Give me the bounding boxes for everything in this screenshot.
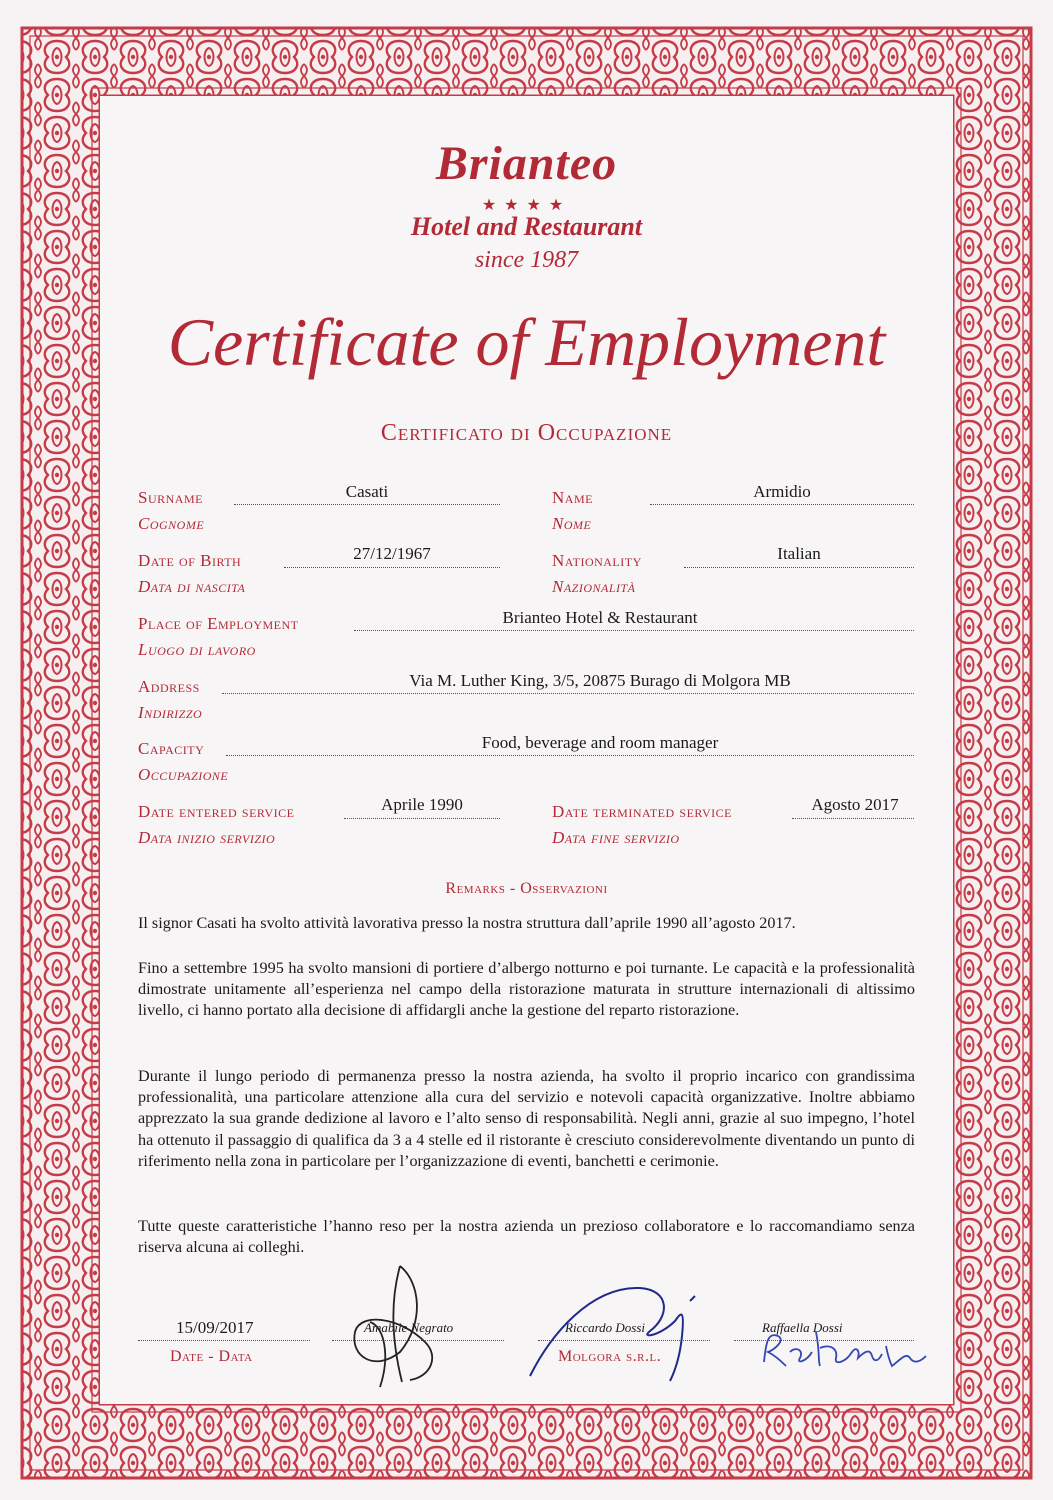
place-line xyxy=(354,630,914,631)
surname-label: Surname xyxy=(138,488,203,507)
capacity-sub-label: Occupazione xyxy=(138,765,229,784)
surname-line xyxy=(234,504,500,505)
remarks-paragraph-4: Tutte queste caratteristiche l’hanno reso per la nostra azienda un prezioso collaboratore e lo raccomandiamo senza riserva alcuna ai colleghi. xyxy=(138,1217,915,1257)
name-sub-label: Nome xyxy=(552,514,592,533)
capacity-label: Capacity xyxy=(138,739,205,758)
remarks-heading: Remarks - Osservazioni xyxy=(445,880,608,897)
signature-1-scribble xyxy=(330,1262,460,1392)
issue-date-value: 15/09/2017 xyxy=(176,1318,254,1337)
dob-value: 27/12/1967 xyxy=(353,544,431,563)
brand-name: Brianteo xyxy=(435,137,618,190)
remarks-paragraph-3: Durante il lungo periodo di permanenza presso la nostra azienda, ha svolto il proprio incarico con grandissima professionalità, una particolare attenzione alla cura del servizio e notevoli capacità organizzative. Inoltre abbiamo apprezzato la sua grande dedizione al lavoro e l’alto senso di responsabilità. Negli anni, grazie al suo impegno, l’hotel ha ottenuto il passaggio di qualifica da 3 a 4 stelle ed il ristorante è cresciuto considerevolmente diventando un punto di riferimento nella zona in particolare per l’organizzazione di eventi, banchetti e cerimonie. xyxy=(138,1067,915,1170)
nationality-label: Nationality xyxy=(552,551,642,570)
terminated-value: Agosto 2017 xyxy=(811,795,899,814)
place-sub-label: Luogo di lavoro xyxy=(138,640,256,659)
dob-line xyxy=(284,567,500,568)
certificate-subtitle: Certificato di Occupazione xyxy=(380,420,673,446)
capacity-line xyxy=(226,755,914,756)
signer-1-name: Amabile Negrato xyxy=(364,1320,454,1335)
terminated-label: Date terminated service xyxy=(552,802,732,821)
nationality-line xyxy=(684,567,914,568)
place-value: Brianteo Hotel & Restaurant xyxy=(502,608,698,627)
entered-sub-label: Data inizio servizio xyxy=(138,828,276,847)
certificate-title: Certificate of Employment xyxy=(167,304,886,380)
terminated-line xyxy=(792,818,914,819)
signature-2-scribble xyxy=(520,1276,720,1386)
signature-3-scribble xyxy=(760,1322,940,1382)
rating-stars: ★★★★ xyxy=(481,197,572,214)
name-value: Armidio xyxy=(753,482,811,501)
signer-2-name: Riccardo Dossi xyxy=(565,1320,646,1335)
company-label: Molgora s.r.l. xyxy=(558,1348,662,1365)
issue-date-label: Date - Data xyxy=(170,1348,253,1365)
nationality-sub-label: Nazionalità xyxy=(552,577,636,596)
entered-line xyxy=(344,818,500,819)
entered-label: Date entered service xyxy=(138,802,295,821)
address-label: Address xyxy=(138,677,200,696)
nationality-value: Italian xyxy=(777,544,821,563)
surname-value: Casati xyxy=(345,482,389,501)
address-sub-label: Indirizzo xyxy=(138,703,203,722)
place-label: Place of Employment xyxy=(138,614,299,633)
remarks-paragraph-1: Il signor Casati ha svolto attività lavorativa presso la nostra struttura dall’aprile 1990 all’agosto 2017. xyxy=(138,914,796,932)
entered-value: Aprile 1990 xyxy=(381,795,463,814)
terminated-sub-label: Data fine servizio xyxy=(552,828,680,847)
surname-sub-label: Cognome xyxy=(138,514,205,533)
signer-3-name: Raffaella Dossi xyxy=(762,1320,843,1335)
dob-sub-label: Data di nascita xyxy=(138,577,246,596)
address-line xyxy=(222,693,914,694)
issue-date-line xyxy=(138,1340,310,1341)
address-value: Via M. Luther King, 3/5, 20875 Burago di Molgora MB xyxy=(409,671,791,690)
brand-tagline: Hotel and Restaurant xyxy=(410,212,643,241)
dob-label: Date of Birth xyxy=(138,551,242,570)
brand-since: since 1987 xyxy=(474,247,579,273)
name-line xyxy=(650,504,914,505)
name-label: Name xyxy=(552,488,593,507)
remarks-paragraph-2: Fino a settembre 1995 ha svolto mansioni di portiere d’albergo notturno e poi turnante. Le capacità e la professionalità dimostrate unitamente all’esperienza nel campo della ristorazione maturata in strutture internazionali di altissimo livello, ci hanno portato alla decisione di affidargli anche la gestione del reparto ristorazione. xyxy=(138,959,915,1020)
capacity-value: Food, beverage and room manager xyxy=(481,733,719,752)
